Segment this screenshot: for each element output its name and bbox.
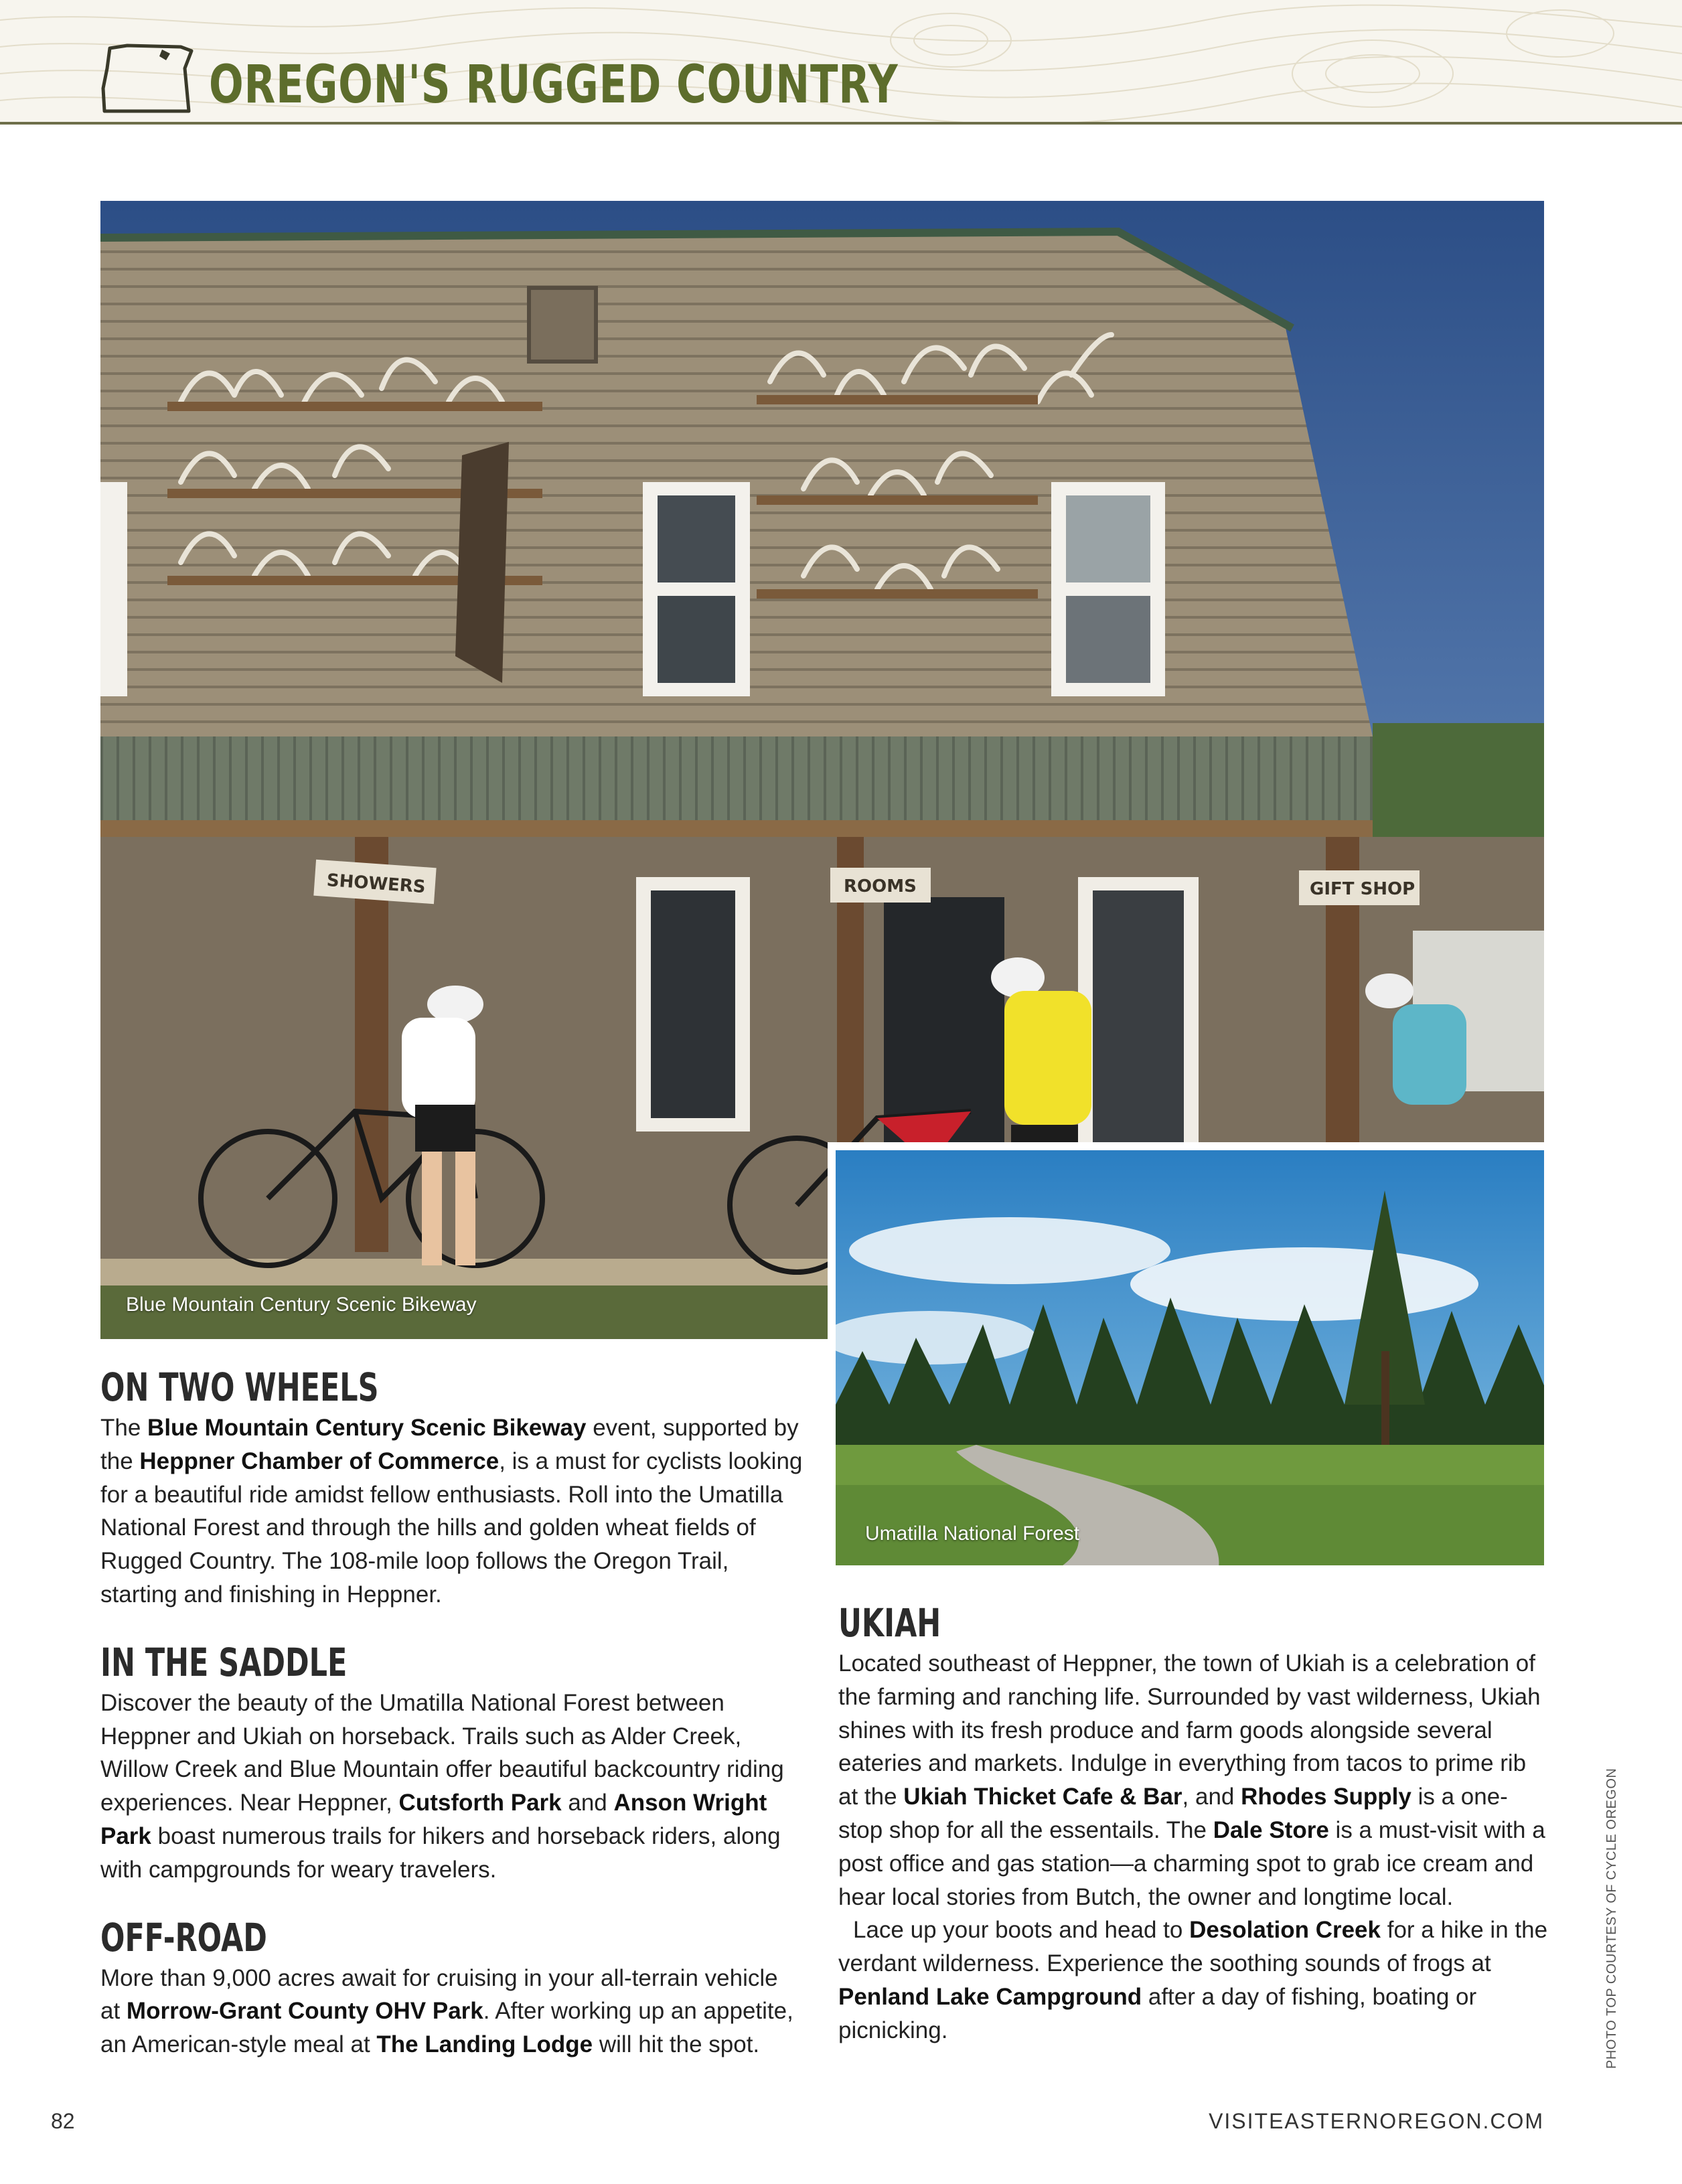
page-header — [0, 0, 1682, 125]
link-desolation-creek: Desolation Creek — [1189, 1917, 1381, 1944]
paragraph-off-road: More than 9,000 acres await for cruising in your all-terrain vehicle at Morrow-Grant County OHV Park. After working up an appetite, an American-style meal at The Landing Lodge will hit the spot. — [100, 1964, 793, 2058]
sign-rooms: ROOMS — [844, 876, 917, 896]
link-ukiah-thicket: Ukiah Thicket Cafe & Bar — [903, 1784, 1182, 1810]
sign-gift-shop: GIFT SHOP — [1310, 879, 1416, 899]
link-anson-wright-park: Anson Wright Park — [100, 1790, 767, 1849]
heading-off-road: OFF-ROAD — [100, 1914, 267, 1960]
link-rhodes-supply: Rhodes Supply — [1241, 1784, 1411, 1810]
section-on-two-wheels — [100, 1366, 804, 1612]
link-heppner-chamber: Heppner Chamber of Commerce — [139, 1448, 500, 1474]
paragraph-on-two-wheels: The Blue Mountain Century Scenic Bikeway event, supported by the Heppner Chamber of Commerce, is a must for cyclists looking for a beautiful ride amidst fellow enthusiasts. Roll into the Umatilla National Forest and through the hills and golden wheat fields of Rugged Country. The 108-mile loop follows the Oregon Trail, starting and finishing in Heppner. — [100, 1415, 803, 1608]
section-ukiah — [838, 1602, 1548, 2047]
sign-showers: SHOWERS — [325, 870, 427, 898]
inset-photo — [828, 1142, 1544, 1565]
paragraph-ukiah-2: Lace up your boots and head to Desolation Creek for a hike in the verdant wilderness. Experience the soothing sounds of frogs at Penland Lake Campground after a day of fishing, boating or picnicking. — [838, 1917, 1548, 2043]
left-column — [100, 1366, 804, 2091]
link-blue-mountain-bikeway: Blue Mountain Century Scenic Bikeway — [147, 1415, 587, 1441]
heading-on-two-wheels: ON TWO WHEELS — [100, 1364, 379, 1410]
section-off-road — [100, 1916, 804, 2061]
heading-ukiah: UKIAH — [838, 1600, 941, 1646]
section-in-the-saddle — [100, 1641, 804, 1887]
main-photo-caption: Blue Mountain Century Scenic Bikeway — [126, 1294, 477, 1316]
link-landing-lodge: The Landing Lodge — [376, 2031, 593, 2058]
paragraph-in-the-saddle: Discover the beauty of the Umatilla National Forest between Heppner and Ukiah on horseback. Trails such as Alder Creek, Willow Creek and Blue Mountain offer beautiful backcountry riding experiences. Near Heppner, Cutsforth Park and Anson Wright Park boast numerous trails for hikers and horseback riders, along with campgrounds for weary travelers. — [100, 1689, 784, 1883]
site-url: VISITEASTERNOREGON.COM — [1209, 2109, 1544, 2133]
paragraph-ukiah-1: Located southeast of Heppner, the town of Ukiah is a celebration of the farming and ranching life. Surrounded by vast wilderness, Ukiah shines with its fresh produce and farm goods alongside several eateries and markets. Indulge in everything from tacos to prime rib at the Ukiah Thicket Cafe & Bar, and Rhodes Supply is a one-stop shop for all the essentails. The Dale Store is a must-visit with a post office and gas station—a charming spot to grab ice cream and hear local stories from Butch, the owner and longtime local. — [838, 1650, 1545, 1910]
link-ohv-park: Morrow-Grant County OHV Park — [126, 1998, 483, 2025]
link-cutsforth-park: Cutsforth Park — [398, 1790, 562, 1816]
oregon-state-icon — [100, 42, 194, 115]
right-column — [838, 1602, 1548, 2047]
link-penland-lake: Penland Lake Campground — [838, 1983, 1142, 2010]
photo-credit: PHOTO TOP COURTESY OF CYCLE OREGON — [1604, 1768, 1619, 2069]
link-dale-store: Dale Store — [1213, 1816, 1329, 1843]
inset-photo-caption: Umatilla National Forest — [865, 1523, 1080, 1545]
page-number: 82 — [51, 2109, 75, 2133]
section-title: OREGON'S RUGGED COUNTRY — [209, 55, 899, 115]
heading-in-the-saddle: IN THE SADDLE — [100, 1639, 348, 1685]
